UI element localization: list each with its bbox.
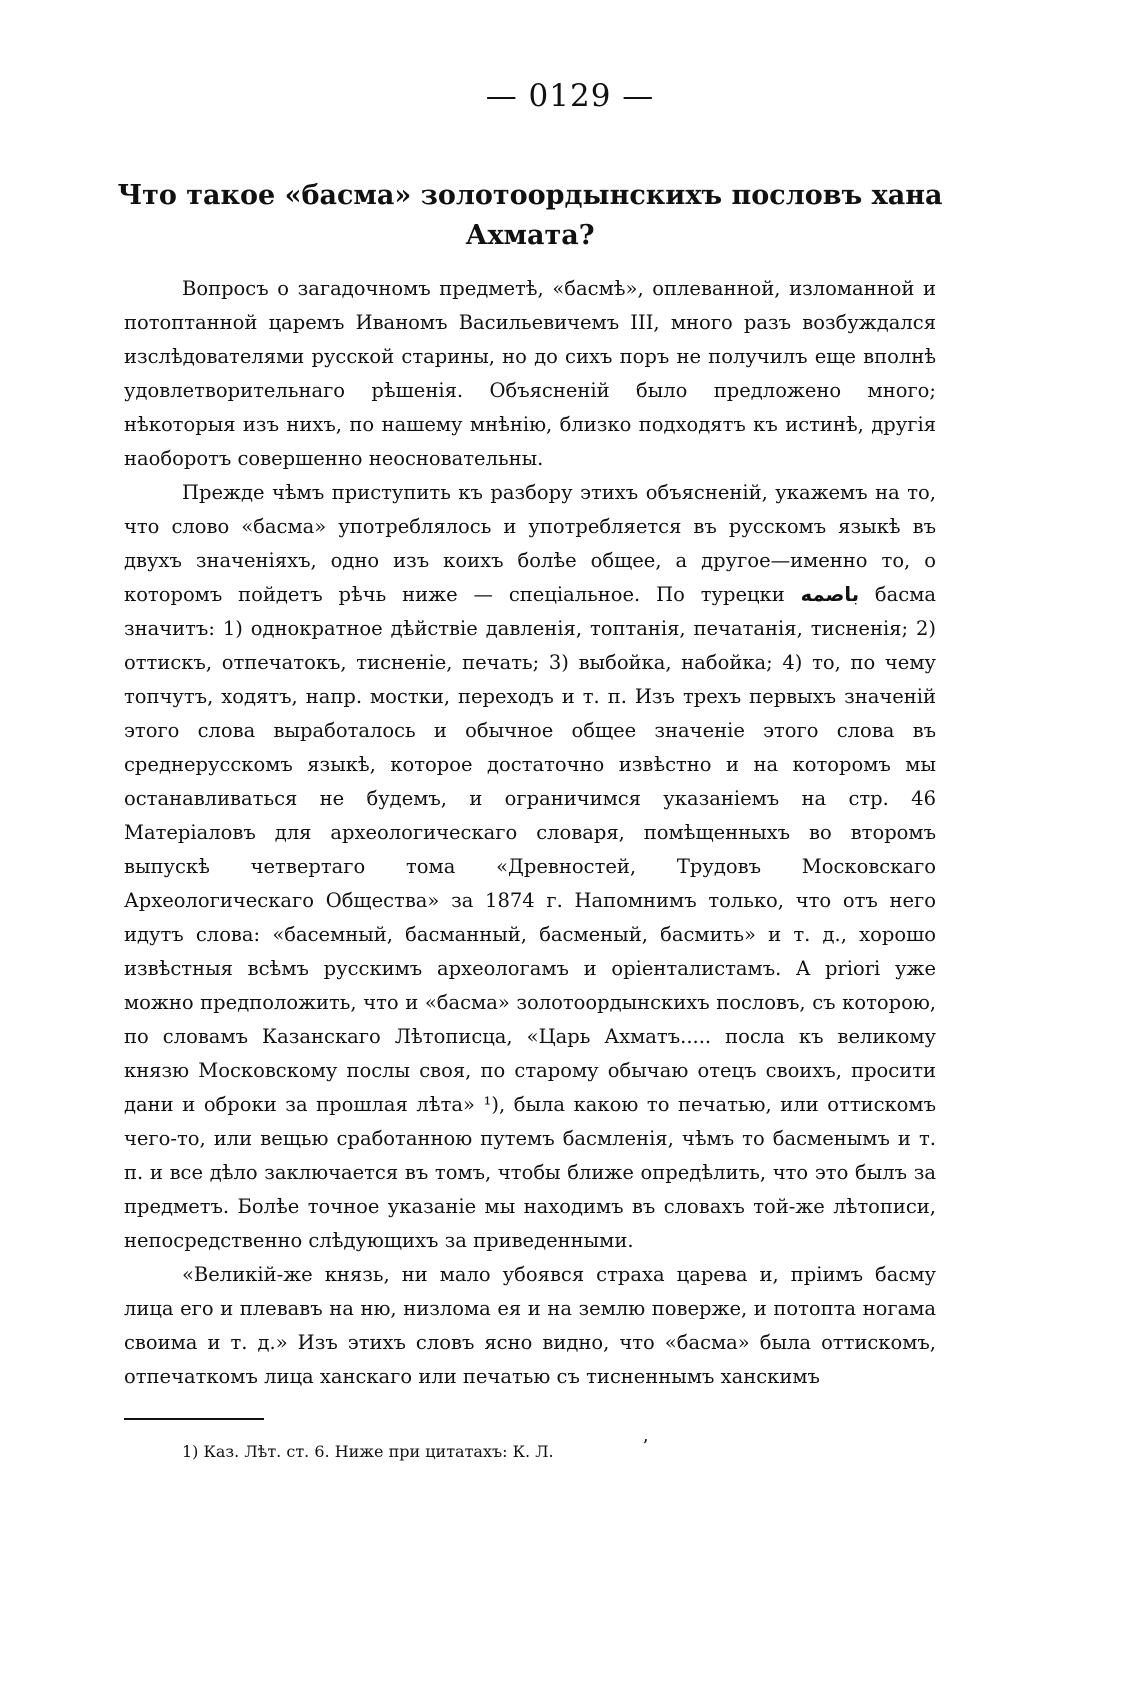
stray-mark: ʼ — [642, 1436, 648, 1457]
paragraph-2 — [124, 476, 936, 1258]
paragraph-3: «Великій-же князь, ни мало убоявся страха царева и, пріимъ басму лица его и плевавъ на ню, низлома ея и на землю поверже, и потопта ногама своима и т. д.» Изъ этихъ словъ ясно видно, что «басма» была оттискомъ, отпечаткомъ лица ханскаго или печатью съ тисненнымъ ханскимъ — [124, 1263, 936, 1388]
paragraph-1: Вопросъ о загадочномъ предметѣ, «басмѣ», оплеванной, изломанной и потоптанной царемъ Иваномъ Васильевичемъ III, много разъ возбуждался изслѣдователями русской старины, но до сихъ поръ не получилъ еще вполнѣ удовлетворительнаго рѣшенія. Объясненій было предложено много; нѣкоторыя изъ нихъ, по нашему мнѣнію, близко подходятъ къ истинѣ, другія наоборотъ совершенно неосновательны. — [124, 277, 936, 470]
paragraph-2-text-after: басма значитъ: 1) однократное дѣйствіе давленія, топтанія, печатанія, тисненія; 2) оттискъ, отпечатокъ, тисненіе, печать; 3) выбойка, набойка; 4) то, по чему топчутъ, ходятъ, напр. мостки, переходъ и т. п. Изъ трехъ первыхъ значеній этого слова выработалось и обычное общее значеніе этого слова въ среднерусскомъ языкѣ, которое достаточно извѣстно и на которомъ мы останавливаться не будемъ, и ограничимся указаніемъ на стр. 46 Матеріаловъ для археологическаго словаря, помѣщенныхъ во второмъ выпускѣ четвертаго тома «Древностей, Трудовъ Московскаго Археологическаго Общества» за 1874 г. Напомнимъ только, что отъ него идутъ слова: «басемный, басманный, басменый, басмить» и т. д., хорошо извѣстныя всѣмъ русскимъ археологамъ и оріенталистамъ. A priori уже можно предположить, что и «басма» золотоордынскихъ пословъ, съ которою, по словамъ Казанскаго Лѣтописца, «Царь Ахматъ..... посла къ великому князю Московскому послы своя, по старому обычаю отецъ своихъ, просити дани и оброки за прошлая лѣта» ¹), была какою то печатью, или оттискомъ чего-то, или вещью сработанною путемъ басмленія, чѣмъ то басменымъ и т. п. и все дѣло заключается въ томъ, чтобы ближе опредѣлить, что это былъ за предметъ. Болѣе точное указаніе мы находимъ въ словахъ той-же лѣтописи, непосредственно слѣдующихъ за приведенными. — [124, 583, 936, 1252]
footnote-divider — [124, 1418, 264, 1420]
article-body — [124, 272, 936, 1394]
page-number: — 0129 — — [485, 78, 655, 114]
footnote: 1) Каз. Лѣт. ст. 6. Ниже при цитатахъ: К. Л. — [182, 1442, 554, 1461]
article-title: Что такое «басма» золотоордынскихъ пословъ хана Ахмата? — [117, 180, 943, 251]
arabic-word: باصمه — [800, 583, 860, 606]
paragraph-2-text-before: Прежде чѣмъ приступить къ разбору этихъ объясненій, укажемъ на то, что слово «басма» употреблялось и употребляется въ русскомъ языкѣ въ двухъ значеніяхъ, одно изъ коихъ болѣе общее, а другое—именно то, о которомъ пойдетъ рѣчь ниже — спеціальное. По турецки — [124, 481, 936, 606]
